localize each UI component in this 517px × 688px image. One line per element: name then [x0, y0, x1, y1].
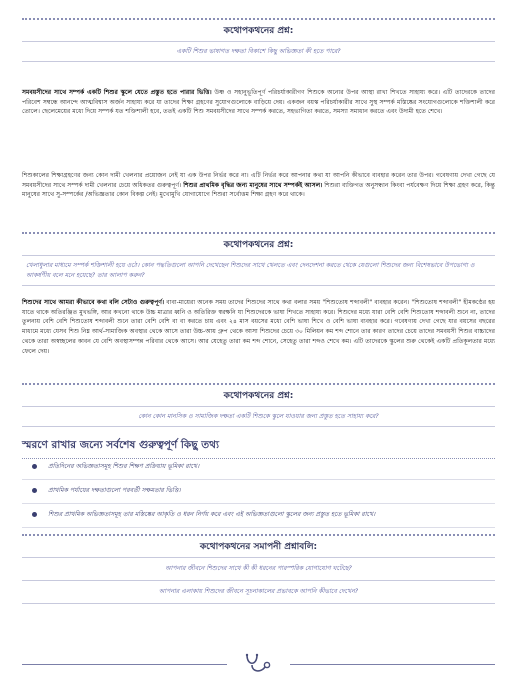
body-paragraph [22, 298, 495, 356]
bold-lead: সমবয়সীদের সাথে সম্পর্ক একটি শিশুর স্কুলে যেতে প্রস্তুত হতে পারার ভিত্তি। [22, 89, 212, 96]
list-item [22, 462, 495, 480]
list-item-text: প্রাথমিক পর্যায়ের দক্ষতাগুলো পরবর্তী সক্ষমতার ভিত্তি। [48, 487, 181, 494]
body-paragraph [22, 88, 495, 117]
closing-question: আপনার জীবনে শিশুদের সাথে কী কী ধরনের পারস্পরিক যোগাযোগ ঘটেছে? [22, 558, 495, 581]
bullet-icon [32, 488, 37, 493]
question-text: কোন কোন মানসিক ও সামাজিক দক্ষতা একটি শিশুকে স্কুলে যাওয়ার জন্য প্রস্তুত হতে সাহায্য করে? [138, 413, 379, 420]
paragraph-text: উষ্ণ ও সহানুভূতিপূর্ণ পরিচর্যাকারীগণ শিশুকে অন্যের উপর আস্থা রাখা শিখতে সাহায্য করে। এটি তাদেরকে তাদের পরিবেশ সম্বন্ধে আনন্দে আত্মবিশ্বাস অর্জন সাহায্য করে যা তাদের শিক্ষা গ্রহণের সুযোগগুলোকে বাড়িয়ে দেয়। একজন বয়স্ক পরিচর্যাকারীর সাথে সুস্থ সম্পর্ক মস্তিষ্কের সংযোগগুলোকে শক্তিশালী করে তোলে। ছেলেমেয়ের মধ্যে দিয়ে সম্পর্ক যত শক্তিশালী হবে, ততই একটি শিশু সমবয়সীদের সাথে সম্পর্ক করতে, সহভাগিতা করতে, সমস্যা সমাধান করতে এবং উদ্যমী হতে শেখে। [22, 89, 496, 116]
section-heading: স্মরণে রাখার জন্যে সর্বশেষ গুরুত্বপূর্ণ কিছু তথ্য [22, 438, 495, 459]
conversation-question-box [22, 232, 495, 286]
conversation-question-box [22, 383, 495, 427]
paragraph-text: শিশুরা ব্যক্তিগত অনুসন্ধান কিংবা পর্যবেক্ষণ দিয়ে শিক্ষা গ্রহণ করে, কিন্তু মানুষের সাথে সু-সম্পর্কের /অভিজ্ঞতার কোন বিকল্প নেই। মুখোমুখি যোগাযোগে শিশুরা সর্বোত্তম শিক্ষা গ্রহণ করে থাকে। [22, 181, 495, 199]
body-paragraph [22, 171, 495, 200]
question-box-title: কথোপকথনের প্রশ্ন: [223, 240, 294, 250]
page-footer [22, 652, 495, 676]
list-item [22, 486, 495, 504]
bold-highlight: শিশুর প্রাথমিক বৃদ্ধির জন্য মানুষের সাথে সম্পর্কই আসল। [183, 181, 323, 189]
closing-questions-title: কথোপকথনের সমাপনী প্রশ্নাবলি: [22, 536, 495, 558]
paragraph-text: বাবা-মায়েরা অনেক সময় তাদের শিশুদের সাথে কথা বলার সময় "শিশুতোষ শব্দাবলী" ব্যবহার করেন। "শিশুতোষ শব্দাবলী" হীমকণ্ঠের হয় যাতে থাকে অতিরঞ্জিত মুখভঙ্গি, আর কখনো থাকে উচ্চ মাত্রার ধ্বনি ও অতিরিক্ত স্বরক্ষনি যা শিশুদেরকে ভাষা শিখতে সাহায্য করে। শিশুদের মধ্যে যারা বেশি বেশি শিশুতোষ শব্দাবলী শুনে না, তাদের তুলনায় বেশি বেশি শিশুতোষ শব্দাবলী শুনে তারা বেশি বেশি বা বা করতে চায় এবং ২৪ মাস বয়সের মধ্যে বেশি ভাষা শিখে ও বেশি ভাষা ব্যবহার করে। গবেষণায় দেখা গেছে যার বয়সের বছরের মাধ্যমে মধ্যে যেসব শিশু নিম্ন আর্থ-সামাজিক অবস্থার থেকে আসে তারা উচ্চ-আয় গ্রুপ থেকে আসা শিশুদের চেয়ে ৩০ মিলিয়ন কম শব্দ শোনে তার কারণ তাদের চেয়ে তাদের সমবয়সী শিশুর বাচ্চাদের থেকে তারা অস্বচ্ছলের কাবন যে বেশি অবস্থাসম্পন্ন পরিবার থেকে আসে। আর যেহেতু তারা কম শব্দ শোনে, সেহেতু তারা শব্দও শেখে কম। এটি তাদেরকে স্কুলের শুরু থেকেই একটি প্রতিকূলতার মধ্যে ফেলে দেয়। [22, 299, 495, 355]
question-box-title: কথোপকথনের প্রশ্ন: [223, 391, 294, 401]
list-item-text: প্রতিদিনের অভিজ্ঞতাসমূহ শিশুর শিক্ষণ প্রক্রিয়ায় ভূমিকা রাখে। [48, 463, 200, 470]
question-box-title: কথোপকথনের প্রশ্ন: [223, 26, 294, 36]
question-text: খেলাধুলার মাধ্যমে সম্পর্ক শক্তিশালী হয়ে ওঠে। কোন পদ্ধতিগুলো আপনি দেখেছেন শিশুদের সাথে খেলতে এবং দেনদেশনা করতে থেকে যেগুলো শিশুদের জন্য বিশেষভাবে উপভোগ্য ও আকর্ষণীয় বলে মনে হয়েছে? তার আলাপ করুন? [26, 262, 475, 279]
closing-questions-box [22, 534, 495, 604]
closing-question: আপনার এলাকায় শিশুদের জীবনে সূচনাকালের প্রভাবকে আপনি কীভাবে দেখেন? [22, 581, 495, 604]
question-text: একটি শিশুর ভাষাগত দক্ষতা বিকাশে কিছু অভিজ্ঞতা কী হতে পারে? [176, 48, 341, 55]
bold-lead: শিশুদের সাথে আমরা কীভাবে কথা বলি সেটাও গুরুত্বপূর্ণ। [22, 299, 165, 306]
stethoscope-icon [243, 652, 275, 676]
conversation-question-box [22, 18, 495, 62]
paragraph-text: শিশুকালের শিক্ষাগ্রহণের জন্য কোন দামী খেলনার প্রয়োজন নেই যা এক উপর নির্ভর করে না। এটি নির্ভর করে আপনার কথা যা আপনি কীভাবে ব্যবহার করেন তার উপর। গবেষণায় দেখা গেছে যে সমবয়সীদের সাথে সম্পর্ক দামী খেলনার চেয়ে অধিকতর গুরুত্বপূর্ণ। [22, 172, 495, 189]
footer-rule-left [22, 664, 227, 665]
bullet-icon [32, 512, 37, 517]
bullet-icon [32, 464, 37, 469]
list-item-text: শিশুর প্রাথমিক অভিজ্ঞতাসমূহ তার মস্তিষ্কের আকৃতি ও ধরন নির্ণয় করে এবং এই অভিজ্ঞতাগুলো স্কুলের জন্য প্রস্তুত হতে ভূমিকা রাখে। [48, 511, 376, 518]
footer-rule-right [290, 664, 495, 665]
list-item [22, 510, 495, 528]
